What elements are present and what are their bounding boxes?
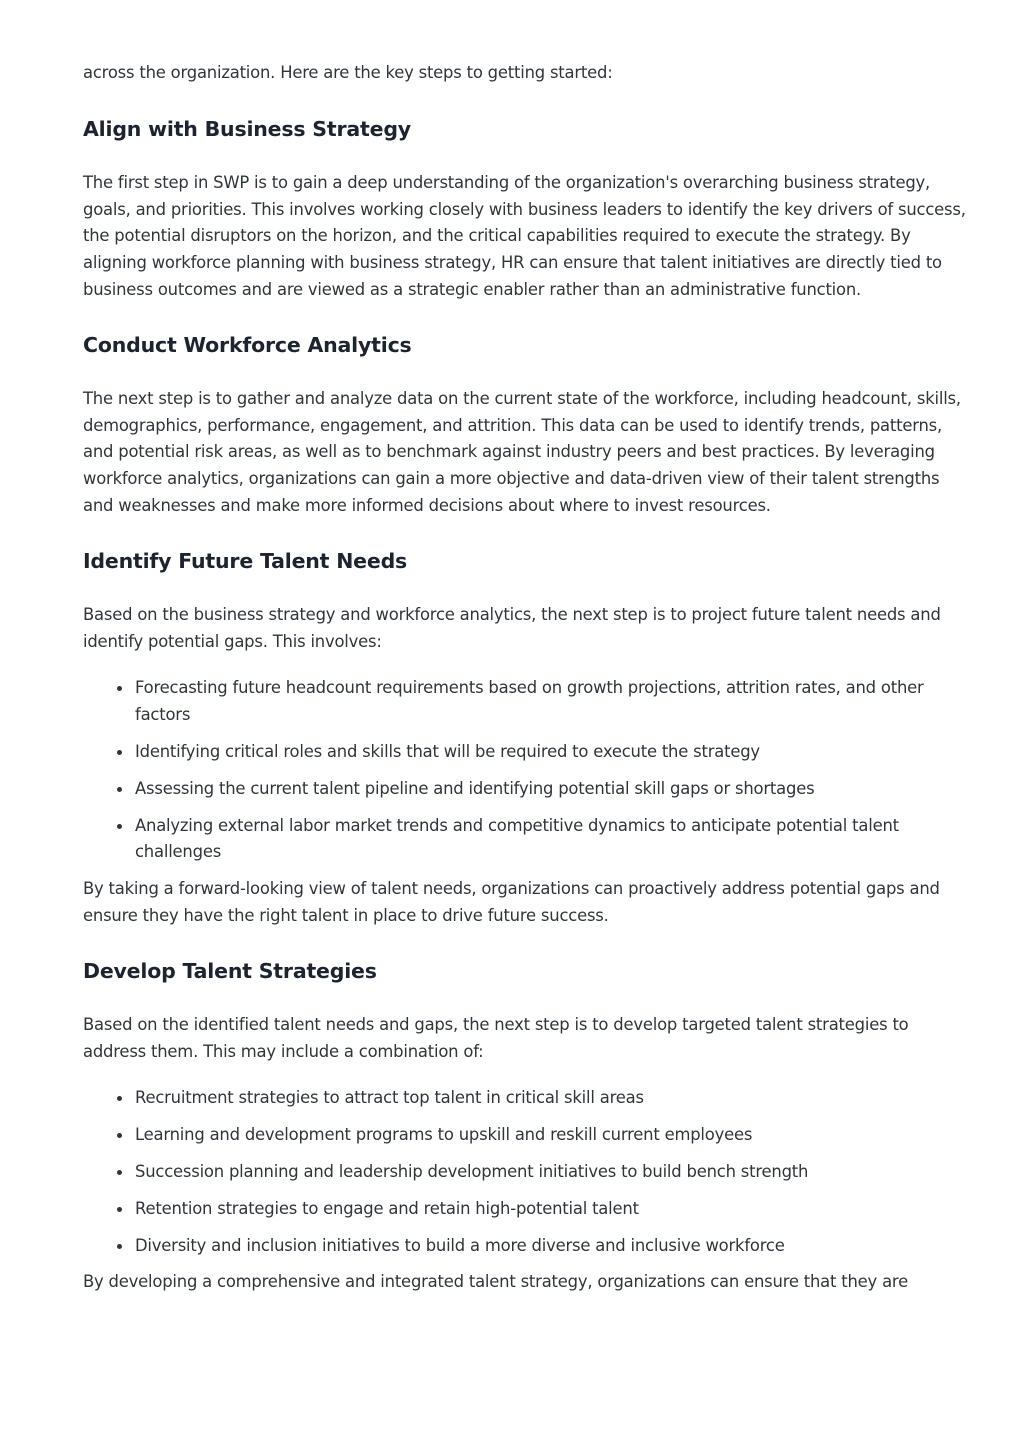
bullet-list-future-talent-needs [83,675,973,866]
list-item: Diversity and inclusion initiatives to build a more diverse and inclusive workforce [83,1233,973,1260]
list-item: Learning and development programs to upskill and reskill current employees [83,1122,973,1149]
section-paragraph-future-talent-needs: Based on the business strategy and workforce analytics, the next step is to project future talent needs and identify potential gaps. This involves: [83,604,941,651]
list-item: Assessing the current talent pipeline and identifying potential skill gaps or shortages [83,776,973,803]
section-paragraph-workforce-analytics: The next step is to gather and analyze data on the current state of the workforce, including headcount, skills, demographics, performance, engagement, and attrition. This data can be used to identify trends, patterns, and potential risk areas, as well as to benchmark against industry peers and best practices. By leveraging workforce analytics, organizations can gain a more objective and data-driven view of their talent strengths and weaknesses and make more informed decisions about where to invest resources. [83,388,961,515]
list-item: Forecasting future headcount requirements based on growth projections, attrition rates, and other factors [83,675,973,729]
list-item: Succession planning and leadership development initiatives to build bench strength [83,1159,973,1186]
section-heading-talent-strategies: Develop Talent Strategies [83,958,377,983]
section-heading-future-talent-needs: Identify Future Talent Needs [83,548,408,573]
list-item: Retention strategies to engage and retain high-potential talent [83,1196,973,1223]
section-heading-workforce-analytics: Conduct Workforce Analytics [83,332,412,357]
closing-paragraph-future-talent-needs: By taking a forward-looking view of talent needs, organizations can proactively address potential gaps and ensure they have the right talent in place to drive future success. [83,879,940,925]
section-paragraph-talent-strategies: Based on the identified talent needs and gaps, the next step is to develop targeted talent strategies to address them. This may include a combination of: [83,1014,909,1061]
section-paragraph-align-strategy: The first step in SWP is to gain a deep understanding of the organization's overarching business strategy, goals, and priorities. This involves working closely with business leaders to identify the key drivers of success, the potential disruptors on the horizon, and the critical capabilities required to execute the strategy. By aligning workforce planning with business strategy, HR can ensure that talent initiatives are directly tied to business outcomes and are viewed as a strategic enabler rather than an administrative function. [83,172,966,299]
list-item: Identifying critical roles and skills that will be required to execute the strategy [83,739,973,766]
section-heading-align-strategy: Align with Business Strategy [83,116,411,141]
closing-paragraph-talent-strategies: By developing a comprehensive and integrated talent strategy, organizations can ensure that they are [83,1272,908,1292]
bullet-list-talent-strategies [83,1085,973,1259]
intro-paragraph: across the organization. Here are the key steps to getting started: [83,63,613,82]
list-item: Recruitment strategies to attract top talent in critical skill areas [83,1085,973,1112]
document-page [83,60,973,1296]
list-item: Analyzing external labor market trends and competitive dynamics to anticipate potential talent challenges [83,813,973,867]
